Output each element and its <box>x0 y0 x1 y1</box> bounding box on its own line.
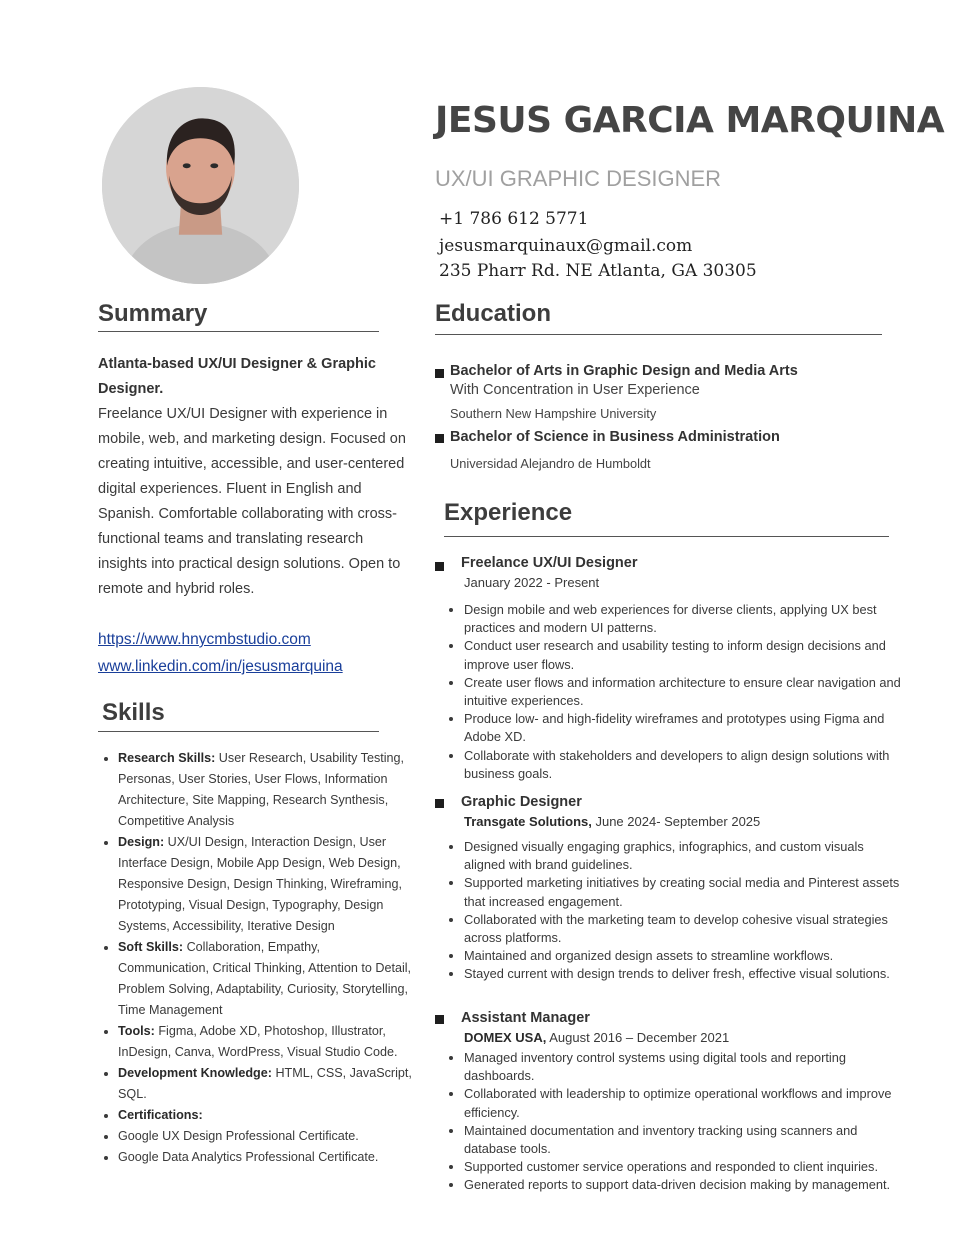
skills-divider <box>98 731 379 732</box>
job-bullet: • Create user flows and information architecture to ensure clear navigation and intuitive experiences. <box>464 674 904 710</box>
skill-item: • Google Data Analytics Professional Certificate. <box>118 1147 414 1168</box>
job-bullets <box>446 1049 904 1195</box>
job-bullet: • Collaborate with stakeholders and developers to align design solutions with business goals. <box>464 747 904 783</box>
skills-list <box>100 748 414 1168</box>
job-bullets <box>446 838 904 984</box>
job-bullet: • Produce low- and high-fidelity wireframes and prototypes using Figma and Adobe XD. <box>464 710 904 746</box>
job-meta <box>464 814 760 829</box>
contact-email: jesusmarquinaux@gmail.com <box>439 236 693 256</box>
job-meta <box>464 575 599 590</box>
education-heading: Education <box>435 300 552 327</box>
job-dates: June 2024- September 2025 <box>591 814 761 829</box>
contact-address: 235 Pharr Rd. NE Atlanta, GA 30305 <box>439 261 757 281</box>
linkedin-link[interactable]: www.linkedin.com/in/jesusmarquina <box>98 658 343 675</box>
skills-heading: Skills <box>102 699 165 726</box>
education-school: Universidad Alejandro de Humboldt <box>450 456 651 471</box>
contact-phone: +1 786 612 5771 <box>439 209 589 229</box>
bullet-square-icon <box>435 799 444 808</box>
portfolio-link[interactable]: https://www.hnycmbstudio.com <box>98 631 311 648</box>
education-degree: Bachelor of Arts in Graphic Design and Media Arts <box>450 363 798 379</box>
job-bullet: • Supported customer service operations and responded to client inquiries. <box>464 1158 904 1176</box>
summary-heading: Summary <box>98 300 208 327</box>
job-bullet: • Conduct user research and usability testing to inform design decisions and improve user flows. <box>464 637 904 673</box>
job-dates: August 2016 – December 2021 <box>546 1030 730 1045</box>
job-bullet: • Collaborated with the marketing team to develop cohesive visual strategies across platforms. <box>464 911 904 947</box>
job-bullets <box>446 601 904 783</box>
education-concentration: With Concentration in User Experience <box>450 382 700 398</box>
job-title: Freelance UX/UI Designer <box>461 555 638 571</box>
job-title: Graphic Designer <box>461 794 582 810</box>
skill-item: • Tools: Figma, Adobe XD, Photoshop, Illustrator, InDesign, Canva, WordPress, Visual Studio Code. <box>118 1021 414 1063</box>
education-divider <box>435 334 882 335</box>
job-dates: January 2022 - Present <box>464 575 600 590</box>
skill-item: • Soft Skills: Collaboration, Empathy, Communication, Critical Thinking, Attention to Detail, Problem Solving, Adaptability, Curiosity, Storytelling, Time Management <box>118 937 414 1021</box>
summary-section <box>98 352 408 602</box>
education-degree: Bachelor of Science in Business Administration <box>450 429 780 445</box>
experience-divider <box>444 536 889 537</box>
job-bullet: • Designed visually engaging graphics, infographics, and custom visuals aligned with brand guidelines. <box>464 838 904 874</box>
education-school: Southern New Hampshire University <box>450 406 657 421</box>
candidate-role: UX/UI GRAPHIC DESIGNER <box>435 166 722 191</box>
job-bullet: • Maintained documentation and inventory tracking using scanners and database tools. <box>464 1122 904 1158</box>
summary-body: Freelance UX/UI Designer with experience in mobile, web, and marketing design. Focused on creating intuitive, accessible, and user-centered digital experiences. Fluent in English and Spanish. Comfortable collaborating with cross-functional teams and translating research insights into practical design solutions. Open to remote and hybrid roles. <box>98 406 406 597</box>
bullet-square-icon <box>435 1015 444 1024</box>
bullet-square-icon <box>435 562 444 571</box>
job-title: Assistant Manager <box>461 1010 590 1026</box>
job-bullet: • Collaborated with leadership to optimize operational workflows and improve efficiency. <box>464 1085 904 1121</box>
bullet-square-icon <box>435 434 444 443</box>
job-bullet: • Supported marketing initiatives by creating social media and Pinterest assets that increased engagement. <box>464 874 904 910</box>
summary-lead: Atlanta-based UX/UI Designer & Graphic Designer. <box>98 356 376 397</box>
summary-divider <box>98 331 379 332</box>
job-bullet: • Maintained and organized design assets to streamline workflows. <box>464 947 904 965</box>
job-bullet: • Design mobile and web experiences for diverse clients, applying UX best practices and modern UI patterns. <box>464 601 904 637</box>
job-bullet: • Stayed current with design trends to deliver fresh, effective visual solutions. <box>464 965 904 983</box>
job-meta <box>464 1030 729 1045</box>
job-bullet: • Managed inventory control systems using digital tools and reporting dashboards. <box>464 1049 904 1085</box>
profile-photo <box>102 87 299 284</box>
skill-item: • Research Skills: User Research, Usability Testing, Personas, User Stories, User Flows, Information Architecture, Site Mapping, Research Synthesis, Competitive Analysis <box>118 748 414 832</box>
skill-item: • Certifications: <box>118 1105 414 1126</box>
job-company: DOMEX USA, <box>464 1030 547 1045</box>
skill-item: • Design: UX/UI Design, Interaction Design, User Interface Design, Mobile App Design, Web Design, Responsive Design, Design Thinking, Wireframing, Prototyping, Visual Design, Typography, Design Systems, Accessibility, Iterative Design <box>118 832 414 937</box>
skill-item: • Development Knowledge: HTML, CSS, JavaScript, SQL. <box>118 1063 414 1105</box>
candidate-name: JESUS GARCIA MARQUINA <box>435 100 945 141</box>
bullet-square-icon <box>435 369 444 378</box>
job-company: Transgate Solutions, <box>464 814 592 829</box>
job-bullet: • Generated reports to support data-driven decision making by management. <box>464 1176 904 1194</box>
skill-item: • Google UX Design Professional Certificate. <box>118 1126 414 1147</box>
profile-photo-illustration <box>102 87 299 284</box>
experience-heading: Experience <box>444 499 573 526</box>
